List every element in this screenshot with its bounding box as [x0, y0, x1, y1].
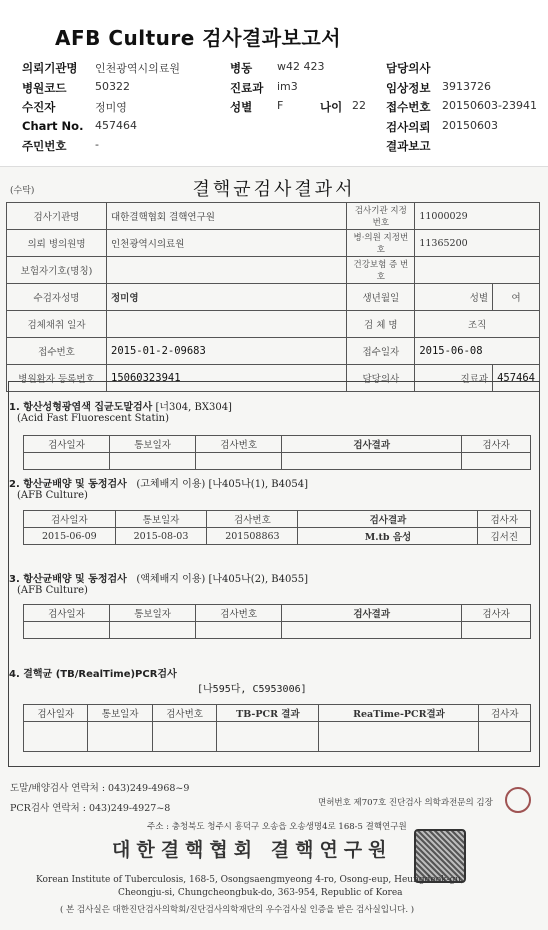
field-label: 나이 [320, 100, 343, 114]
field-label: 성별 [230, 100, 253, 114]
table-cell [24, 453, 110, 470]
field-label: 임상정보 [386, 81, 431, 95]
reg-value: 15060323941 [107, 365, 347, 392]
report-header [0, 0, 548, 165]
patient-value: 정미영 [107, 284, 347, 311]
table-cell: 검사결과 [282, 436, 462, 453]
hospital-no-label: 병·의원 지정번호 [347, 230, 415, 257]
field-value: - [95, 138, 99, 151]
field-label: Chart No. [22, 119, 84, 133]
contact-1: 도말/배양검사 연락처 : 043)249-4968~9 [10, 783, 190, 794]
section-4-code: [나595다, C5953006] [197, 684, 307, 695]
field-label: 담당의사 [386, 61, 431, 75]
table-cell: 검사일자 [24, 605, 110, 622]
section-1-table [23, 435, 531, 470]
corner-mark: (수탁) [10, 186, 35, 196]
org-english-1: Korean Institute of Tuberculosis, 168-5, Osongsaengmyeong 4-ro, Osong-eup, Heungdeok-gu, [36, 875, 464, 885]
table-cell [479, 722, 531, 752]
table-cell [282, 622, 462, 639]
results-box [8, 381, 540, 767]
field-value: 인천광역시의료원 [95, 62, 181, 75]
field-label: 병동 [230, 61, 253, 75]
agency-value: 대한결핵협회 결핵연구원 [107, 203, 347, 230]
table-cell: 검사자 [479, 705, 531, 722]
table-cell: 검사일자 [24, 511, 116, 528]
field-label: 의뢰기관명 [22, 61, 78, 75]
page-title: AFB Culture 검사결과보고서 [55, 26, 342, 50]
table-cell [107, 311, 347, 338]
table-cell: 검사자 [478, 511, 531, 528]
table-cell [24, 622, 110, 639]
doctor-label: 담당의사 [347, 365, 415, 392]
table-cell [196, 453, 282, 470]
field-label: 병원코드 [22, 81, 67, 95]
specimen-label: 검 체 명 [347, 311, 415, 338]
table-cell [152, 722, 216, 752]
dept-label: 진료과 [415, 365, 493, 392]
org-name: 대한결핵협회 결핵연구원 [112, 839, 393, 861]
receipt-date-label: 접수일자 [347, 338, 415, 365]
table-cell: 검사결과 [282, 605, 462, 622]
section-2-table [23, 510, 531, 545]
field-value: w42 423 [277, 60, 325, 73]
table-cell: 통보일자 [115, 511, 207, 528]
hospital-label: 의뢰 병의원명 [7, 230, 107, 257]
agency-no-label: 검사기관 지정번호 [347, 203, 415, 230]
field-value: 3913726 [442, 80, 491, 93]
culture-test-no: 201508863 [207, 528, 298, 545]
field-label: 검사의뢰 [386, 120, 431, 134]
report-title: 결핵균검사결과서 [192, 179, 356, 200]
table-cell: 통보일자 [110, 436, 196, 453]
table-cell [107, 257, 347, 284]
table-cell: 검사결과 [298, 511, 478, 528]
table-cell: 검사번호 [196, 605, 282, 622]
field-value: 20150603 [442, 119, 498, 132]
table-cell: 통보일자 [88, 705, 152, 722]
table-cell: 검사일자 [24, 436, 110, 453]
field-value: 정미영 [95, 101, 127, 114]
table-cell [462, 622, 531, 639]
culture-tester: 김서진 [478, 528, 531, 545]
cert-note: ( 본 검사실은 대한진단검사의학회/진단검사의학재단의 우수검사실 인증을 받은 검사실입니다. ) [60, 905, 415, 915]
table-cell [110, 453, 196, 470]
reg-label: 병원환자 등록번호 [7, 365, 107, 392]
receipt-date-value: 2015-06-08 [415, 338, 540, 365]
table-cell: 검사자 [462, 436, 531, 453]
license-text: 면허번호 제707호 진단검사 의학과전문의 김장 [318, 798, 493, 808]
table-cell [88, 722, 152, 752]
table-cell [196, 622, 282, 639]
table-cell: 통보일자 [110, 605, 196, 622]
table-cell: 검사일자 [24, 705, 88, 722]
sex-label: 성별 [415, 284, 493, 311]
dept-value: 457464 [493, 365, 540, 392]
patient-label: 수검자성명 [7, 284, 107, 311]
field-label: 진료과 [230, 81, 264, 95]
field-value: F [277, 99, 284, 112]
sex-value: 여 [493, 284, 540, 311]
health-label: 건강보험 증 번 호 [347, 257, 415, 284]
agency-label: 검사기관명 [7, 203, 107, 230]
receipt-no-value: 2015-01-2-09683 [107, 338, 347, 365]
org-english-2: Cheongju-si, Chungcheongbuk-do, 363-954, Republic of Korea [118, 888, 403, 898]
table-cell: ReaTime-PCR결과 [319, 705, 479, 722]
section-1: 1. 항산성형광염색 집균도말검사 [너304, BX304] (Acid Fast Fluorescent Statin) [9, 402, 232, 424]
doctor-seal-icon [505, 787, 531, 813]
table-cell [415, 257, 540, 284]
field-label: 접수번호 [386, 100, 431, 114]
field-value: 50322 [95, 80, 130, 93]
section-3: 3. 항산균배양 및 동정검사 (액체배지 이용) [나405나(2), B4055] (AFB Culture) [9, 574, 309, 596]
section-4: 4. 결핵균 (TB/RealTime)PCR검사 [9, 669, 177, 680]
hospital-no-value: 11365200 [415, 230, 540, 257]
section-2: 2. 항산균배양 및 동정검사 (고체배지 이용) [나405나(1), B4054] (AFB Culture) [9, 479, 309, 501]
field-value: 457464 [95, 119, 137, 132]
specimen-value: 조직 [415, 311, 540, 338]
section-3-table [23, 604, 531, 639]
hospital-value: 인천광역시의료원 [107, 230, 347, 257]
table-cell: 검사번호 [207, 511, 298, 528]
table-cell [24, 722, 88, 752]
table-cell [282, 453, 462, 470]
field-label: 주민번호 [22, 139, 67, 153]
table-cell [217, 722, 319, 752]
table-cell: 검사번호 [152, 705, 216, 722]
table-cell [110, 622, 196, 639]
table-cell: 검사번호 [196, 436, 282, 453]
field-value: 20150603-23941 [442, 99, 537, 112]
field-value: 22 [352, 99, 366, 112]
table-cell [462, 453, 531, 470]
collect-label: 검체채취 일자 [7, 311, 107, 338]
culture-test-date: 2015-06-09 [24, 528, 116, 545]
contact-2: PCR검사 연락처 : 043)249-4927~8 [10, 803, 171, 814]
culture-notify-date: 2015-08-03 [115, 528, 207, 545]
address-text: 주소 : 충청북도 청주시 흥덕구 오송읍 오송생명4로 168-5 결핵연구원 [147, 822, 407, 832]
culture-result: M.tb 음성 [298, 528, 478, 545]
section-4-table [23, 704, 531, 752]
field-label: 수진자 [22, 100, 56, 114]
receipt-no-label: 접수번호 [7, 338, 107, 365]
agency-no-value: 11000029 [415, 203, 540, 230]
scanned-report [0, 166, 548, 930]
insured-label: 보험자기호(명칭) [7, 257, 107, 284]
table-cell [319, 722, 479, 752]
field-label: 결과보고 [386, 139, 431, 153]
birth-label: 생년월일 [347, 284, 415, 311]
patient-info-table [6, 202, 540, 392]
field-value: im3 [277, 80, 298, 93]
table-cell: TB-PCR 결과 [217, 705, 319, 722]
table-cell: 검사자 [462, 605, 531, 622]
